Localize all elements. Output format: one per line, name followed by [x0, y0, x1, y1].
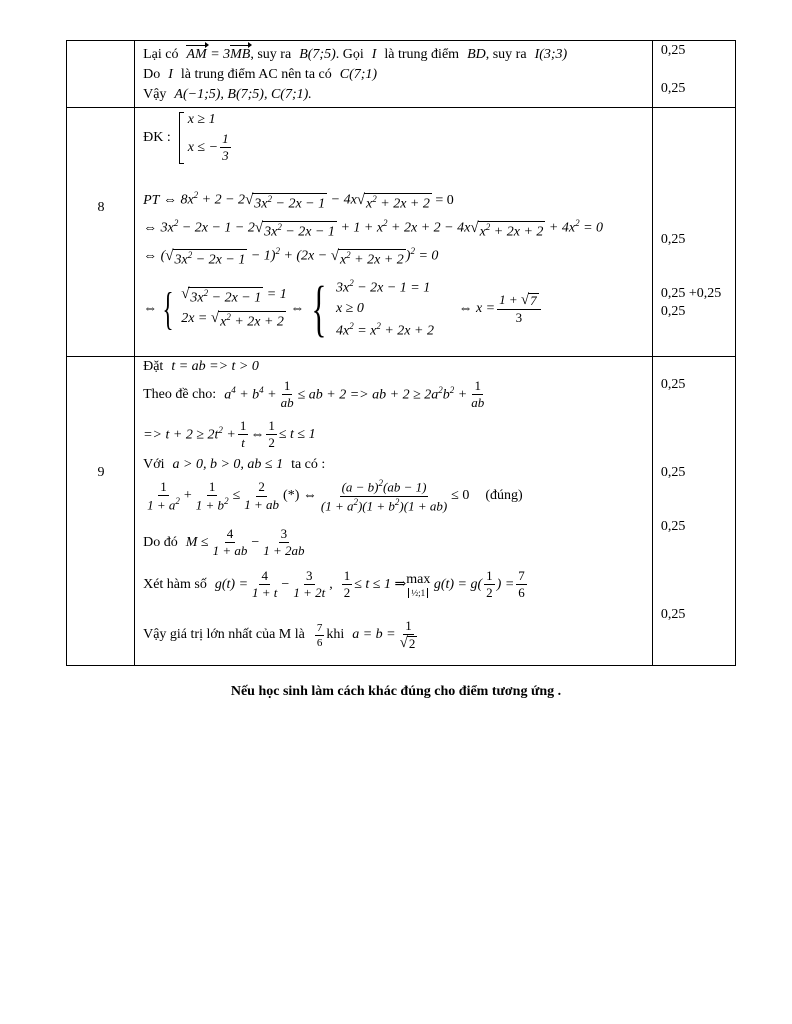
solution-line: Vậy A(−1;5), B(7;5), C(7;1).: [143, 87, 312, 102]
solution-line: => $t + 2 \ge 2t^2$ + $\frac{1}{t}$ ⇔ $\frac{1}{2}$ ≤ t ≤ 1: [143, 418, 316, 451]
footer-note: Nếu học sinh làm cách khác đúng cho điểm tương ứng .: [230, 684, 562, 699]
equation-line: PT ⇔ $8x^2 + 2 - 2$ √ $3x^2 - 2x - 1$ − 4x √ $x^2 + 2x + 2$ = 0: [143, 190, 454, 212]
score-cell: [652, 357, 735, 666]
solution-line: $\frac{1}{1 + a^2}$ + $\frac{1}{1 + b^2}$ ≤ $\frac{2}{1 + ab}$ (*) ⇔ $\frac{(a - b)^2(ab - 1)}{(1 + a^2)(1 + b^2)(1 + ab)}$ ≤ 0 (đúng): [147, 478, 523, 513]
score-cell: [652, 41, 735, 108]
score-value: 0,25: [660, 377, 686, 392]
equation-line: ⇔ $3x^2 - 2x - 1 - 2$ √ $3x^2 - 2x - 1$ + $1 + x^2 + 2x + 2 - 4x$ √ $x^2 + 2x + 2$ + $4x^2 = 0$: [143, 218, 604, 240]
score-value: 0,25: [660, 607, 686, 622]
question-number-cell: [67, 41, 135, 108]
solution-line: Xét hàm số g(t) = $\frac{4}{1 + t}$ − $\frac{3}{1 + 2t}$ , $\frac{1}{2}$ ≤ t ≤ 1 ⇒ max ½;1 g(t) = g( $\frac{1}{2}$ ) = $\frac{7}{6}$: [143, 568, 525, 601]
solution-cell: [135, 41, 653, 108]
solution-cell: [135, 357, 653, 666]
score-value: 0,25 +0,25: [660, 286, 722, 301]
solution-line: Lại có AM = 3MB , suy ra B(7;5) . Gọi I là trung điểm BD , suy ra I(3;3): [143, 47, 568, 62]
question-number-cell: [67, 357, 135, 666]
question-number: 8: [97, 200, 105, 215]
table-row: [67, 108, 736, 357]
solution-line: Do I là trung điểm AC nên ta có C(7;1): [143, 67, 378, 82]
equation-line: ⇔ ( √ $3x^2 - 2x - 1$ − 1)$^2$ + (2x − √ $x^2 + 2x + 2$ )$^2$ = 0: [143, 246, 439, 268]
table-row: [67, 357, 736, 666]
solution-line: Với a > 0, b > 0, ab ≤ 1 ta có :: [143, 457, 326, 472]
score-value: 0,25: [660, 81, 686, 96]
score-cell: [652, 108, 735, 357]
question-number-cell: [67, 108, 135, 357]
solution-line: Vậy giá trị lớn nhất của M là $\frac{7}{6}$ khi a = b = 1 √ 2: [143, 618, 416, 652]
equation-line: ⇔ { √ $3x^2 - 2x - 1$ = 1 2x = √ $x^2 + 2x + 2$ ⇔ { $3x^2 - 2x - 1 = 1$ x ≥ 0 $4x^2 = x^2 + 2x + 2$ ⇔ x = 1 + √ 7 3: [143, 278, 543, 340]
grading-table: [66, 40, 736, 666]
score-value: 0,25: [660, 43, 686, 58]
score-value: 0,25: [660, 304, 686, 319]
score-value: 0,25: [660, 519, 686, 534]
solution-cell: [135, 108, 653, 357]
question-number: 9: [97, 465, 105, 480]
condition-line: ĐK : x ≥ 1 x ≤ − $\frac{1}{3}$: [143, 112, 229, 164]
solution-line: Do đó M ≤ $\frac{4}{1 + ab}$ − $\frac{3}{1 + 2ab}$: [143, 526, 305, 559]
table-row: [67, 41, 736, 108]
score-value: 0,25: [660, 465, 686, 480]
solution-line: Đặt t = ab => t > 0: [143, 359, 259, 374]
solution-line: Theo đề cho: $a^4 + b^4$ + $\frac{1}{ab}$ ≤ ab + 2 => ab + $2 \ge 2a^2b^2$ + $\frac{1}{ab}$: [143, 378, 485, 411]
score-value: 0,25: [660, 232, 686, 247]
